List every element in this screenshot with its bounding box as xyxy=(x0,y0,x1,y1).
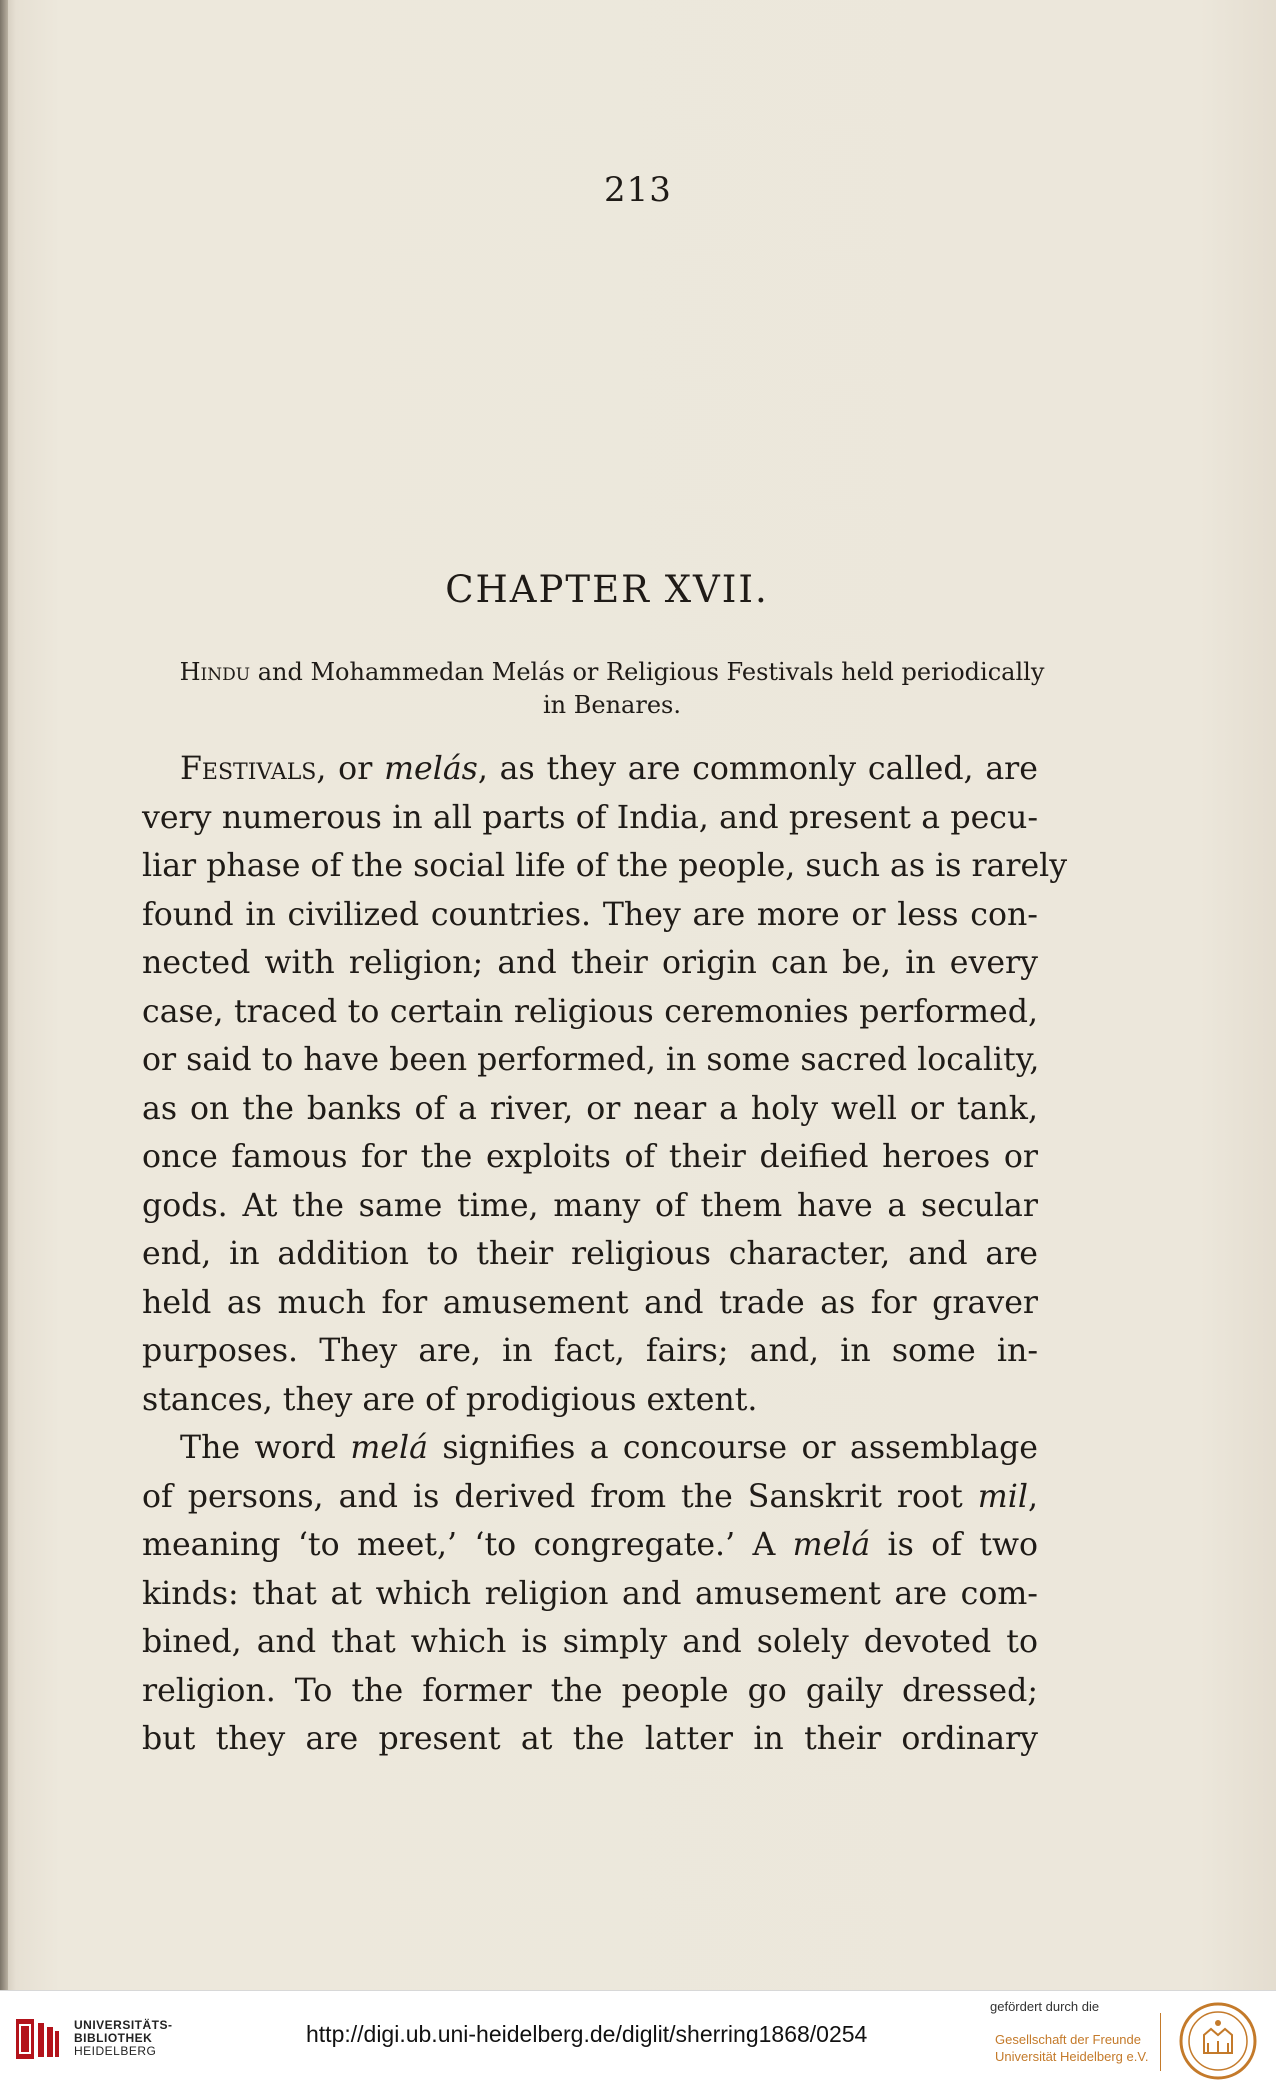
text-line: bined, and that which is simply and solely devoted to xyxy=(142,1624,1038,1660)
italic-word: mil xyxy=(977,1478,1028,1515)
text-line: nected with religion; and their origin can be, in every xyxy=(142,945,1038,981)
text-line: liar phase of the social life of the people, such as is rarely xyxy=(142,848,1068,884)
chapter-title: CHAPTER XVII. xyxy=(445,568,769,611)
university-library-logo-icon xyxy=(14,2017,60,2061)
page-number: 213 xyxy=(604,170,672,210)
text-line: of persons, and is derived from the Sanskrit root mil, xyxy=(142,1478,1038,1515)
text-line: religion. To the former the people go gaily dressed; xyxy=(142,1672,1038,1709)
university-seal-icon xyxy=(1178,2001,1258,2081)
text-line: stances, they are of prodigious extent. xyxy=(142,1381,758,1418)
text-line: The word melá signifies a concourse or assemblage xyxy=(180,1430,1038,1466)
text-line: very numerous in all parts of India, and present a pecu- xyxy=(142,799,1038,836)
footer-divider xyxy=(1160,2013,1161,2071)
text-line: gods. At the same time, many of them have a secular xyxy=(142,1187,1038,1224)
text-line: purposes. They are, in fact, fairs; and, in some in- xyxy=(142,1333,1038,1369)
subtitle-line1: and Mohammedan Melás or Religious Festivals held periodically xyxy=(250,658,1045,686)
text-line: end, in addition to their religious character, and are xyxy=(142,1236,1038,1272)
body-text xyxy=(142,745,1068,1764)
italic-word: melá xyxy=(350,1430,428,1466)
chapter-subtitle xyxy=(140,656,1084,722)
library-name: UNIVERSITÄTS- BIBLIOTHEK HEIDELBERG xyxy=(74,2018,173,2058)
text-line: found in civilized countries. They are more or less con- xyxy=(142,896,1038,933)
text-line: held as much for amusement and trade as for graver xyxy=(142,1284,1038,1321)
italic-word: melá xyxy=(792,1527,871,1563)
footer-bar xyxy=(0,1990,1276,2085)
page-binding-edge xyxy=(0,0,8,1990)
text-line: case, traced to certain religious ceremonies performed, xyxy=(142,993,1038,1030)
text-line: or said to have been performed, in some sacred locality, xyxy=(142,1042,1040,1078)
sponsor-label: gefördert durch die xyxy=(990,1999,1100,2014)
text-line: but they are present at the latter in their ordinary xyxy=(142,1721,1038,1757)
sponsor-name: Gesellschaft der Freunde Universität Heidelberg e.V. xyxy=(995,2032,1149,2064)
text-line: Festivals, or melás, as they are commonly called, are xyxy=(180,751,1038,787)
permalink-url[interactable]: http://digi.ub.uni-heidelberg.de/diglit/sherring1868/0254 xyxy=(306,2021,868,2047)
text-line: as on the banks of a river, or near a holy well or tank, xyxy=(142,1090,1038,1127)
text-line: meaning ‘to meet,’ ‘to congregate.’ A melá is of two xyxy=(142,1527,1039,1563)
subtitle-smallcaps: Hindu xyxy=(179,658,251,686)
text-line: once famous for the exploits of their deified heroes or xyxy=(142,1139,1038,1175)
subtitle-line2: in Benares. xyxy=(543,691,681,719)
text-line: kinds: that at which religion and amusement are com- xyxy=(142,1575,1038,1612)
italic-word: melás xyxy=(384,751,478,787)
smallcaps-word: Festivals xyxy=(180,751,317,787)
